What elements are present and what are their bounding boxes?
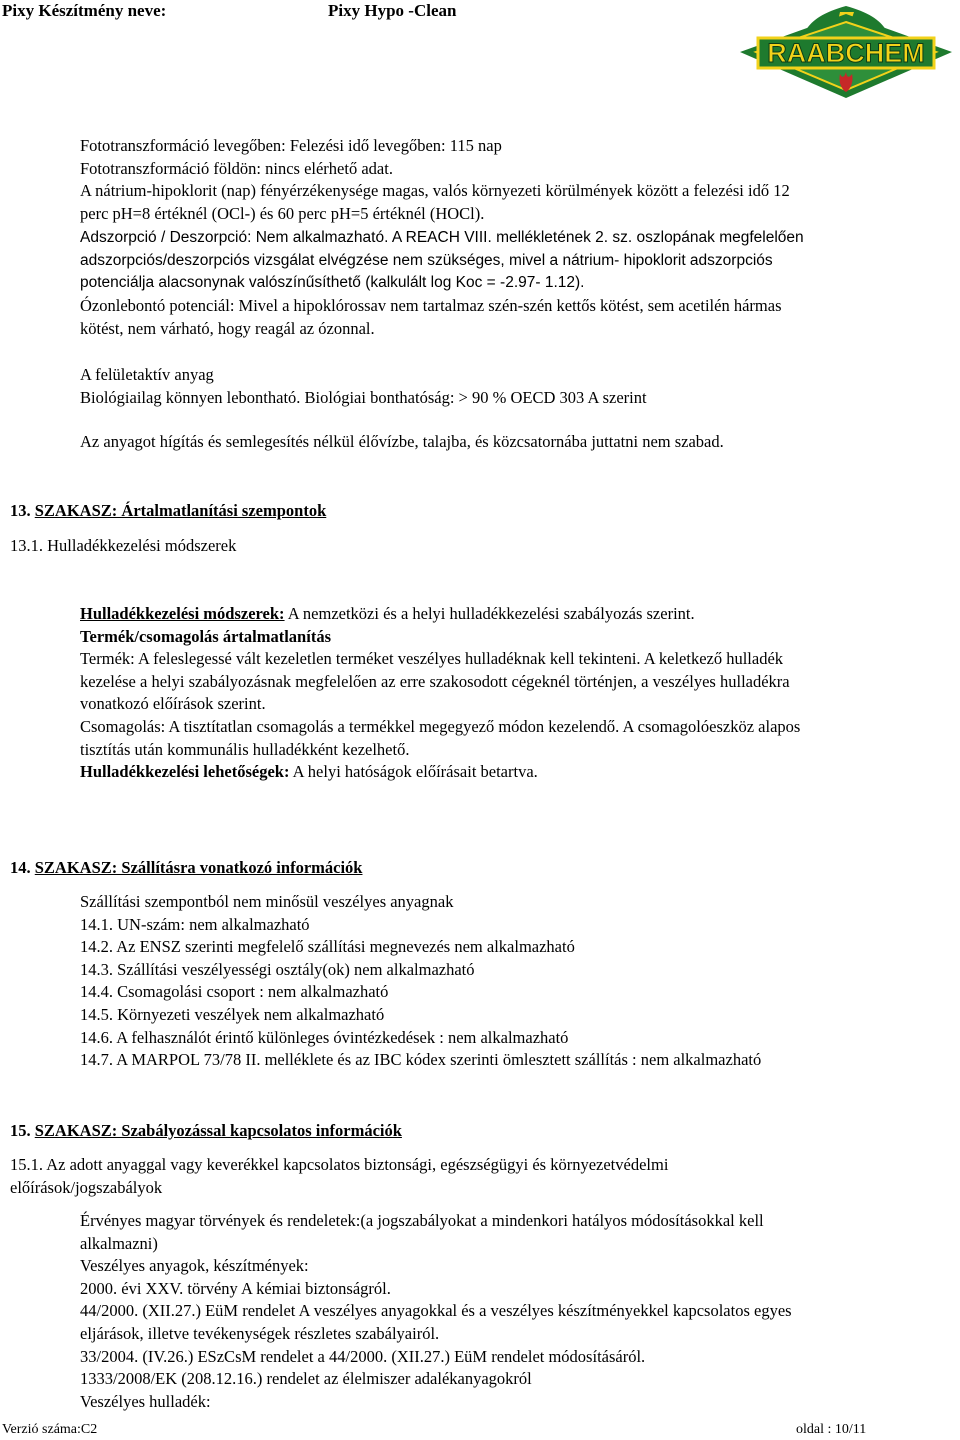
transport-intro: Szállítási szempontból nem minősül veszélyes anyagnak: [80, 892, 454, 911]
section-13-heading: 13. SZAKASZ: Ártalmatlanítási szempontok: [10, 501, 327, 520]
section-15-heading: 15. SZAKASZ: Szabályozással kapcsolatos információk: [10, 1121, 402, 1140]
regulation-line: Érvényes magyar törvények és rendeletek:(a jogszabályokat a mindenkori hatályos módosításokkal kell: [80, 1211, 764, 1230]
hypochlorite-line-1: A nátrium-hipoklorit (nap) fényérzékenysége magas, valós környezeti körülmények között a felezési idő 12: [80, 181, 790, 201]
adsorption-line-1: Adszorpció / Deszorpció: Nem alkalmazható. A REACH VIII. mellékletének 2. sz. oszlopának megfelelően: [80, 229, 804, 246]
regulation-line: alkalmazni): [80, 1233, 158, 1253]
transport-item: 14.4. Csomagolási csoport : nem alkalmazható: [80, 982, 389, 1002]
product-line-1: Termék: A feleslegessé vált kezeletlen terméket veszélyes hulladéknak kell tekinteni. A keletkező hulladék: [80, 649, 784, 669]
surfactant-title: A felületaktív anyag: [80, 365, 214, 384]
product-packaging-title: Termék/csomagolás ártalmatlanítás: [80, 626, 331, 646]
adsorption-line-3: potenciálja alacsonynak valószínűsíthető (kalkulált log Koc = -2.97- 1.12).: [80, 274, 585, 292]
page-number: oldal : 10/11: [796, 1422, 867, 1437]
header-product-label: Pixy Készítmény neve:: [2, 1, 167, 20]
transport-item: 14.5. Környezeti veszélyek nem alkalmazható: [80, 1004, 385, 1024]
discharge-warning: Az anyagot hígítás és semlegesítés nélkül élővízbe, talajba, és közcsatornába juttatni nem szabad.: [80, 432, 724, 451]
logo-text: RAABCHEM: [767, 38, 925, 68]
section-15-1-line-1: 15.1. Az adott anyaggal vagy keverékkel kapcsolatos biztonsági, egészségügyi és környezetvédelmi: [10, 1155, 669, 1174]
ozone-line-2: kötést, nem várható, hogy reagál az ózonnal.: [80, 318, 375, 338]
surfactant-line: Biológiailag könnyen lebontható. Biológiai bonthatóság: > 90 % OECD 303 A szerint: [80, 387, 647, 407]
adsorption-line-2: adszorpciós/deszorpciós vizsgálat elvégzése nem szükséges, mivel a nátrium- hipoklorit adszorpciós: [80, 251, 773, 269]
regulation-line: 1333/2008/EK (208.12.16.) rendelet az élelmiszer adalékanyagokról: [80, 1369, 532, 1389]
regulation-line: 44/2000. (XII.27.) EüM rendelet A veszélyes anyagokkal és a veszélyes készítményekkel kapcsolatos egyes: [80, 1301, 792, 1321]
product-line-3: vonatkozó előírások szerint.: [80, 694, 266, 714]
section-13-1-heading: 13.1. Hulladékkezelési módszerek: [10, 536, 237, 555]
transport-item: 14.7. A MARPOL 73/78 II. melléklete és az IBC kódex szerinti ömlesztett szállítás : nem alkalmazható: [80, 1050, 762, 1070]
regulation-line: 2000. évi XXV. törvény A kémiai biztonságról.: [80, 1278, 391, 1298]
packaging-line-2: tisztítás után kommunális hulladékként kezelhető.: [80, 739, 410, 759]
regulation-line: Veszélyes anyagok, készítmények:: [80, 1256, 309, 1276]
regulation-line: eljárások, illetve tevékenységek részletes szabályairól.: [80, 1323, 440, 1343]
version-number: Verzió száma:C2: [2, 1422, 98, 1437]
photo-soil-line: Fototranszformáció földön: nincs elérhető adat.: [80, 158, 393, 178]
transport-item: 14.1. UN-szám: nem alkalmazható: [80, 914, 310, 934]
waste-methods-line: Hulladékkezelési módszerek: A nemzetközi és a helyi hulladékkezelési szabályozás szerint.: [80, 604, 695, 623]
section-14-heading: 14. SZAKASZ: Szállításra vonatkozó információk: [10, 858, 363, 877]
transport-item: 14.3. Szállítási veszélyességi osztály(ok) nem alkalmazható: [80, 959, 475, 979]
transport-item: 14.6. A felhasználót érintő különleges óvintézkedések : nem alkalmazható: [80, 1027, 569, 1047]
photo-air-line: Fototranszformáció levegőben: Felezési idő levegőben: 115 nap: [80, 136, 502, 155]
header-product-name: Pixy Hypo -Clean: [328, 1, 457, 20]
transport-item: 14.2. Az ENSZ szerinti megfelelő szállítási megnevezés nem alkalmazható: [80, 937, 575, 957]
regulation-line: Veszélyes hulladék:: [80, 1391, 211, 1411]
product-line-2: kezelése a helyi szabályozásnak megfelelően az erre szakosodott cégeknél történjen, a veszélyes hulladékra: [80, 671, 790, 691]
waste-options-line: Hulladékkezelési lehetőségek: A helyi hatóságok előírásait betartva.: [80, 762, 538, 782]
regulation-line: 33/2004. (IV.26.) ESzCsM rendelet a 44/2000. (XII.27.) EüM rendelet módosításáról.: [80, 1346, 646, 1366]
hypochlorite-line-2: perc pH=8 értéknél (OCl-) és 60 perc pH=5 értéknél (HOCl).: [80, 203, 485, 223]
ozone-line-1: Ózonlebontó potenciál: Mivel a hipoklórossav nem tartalmaz szén-szén kettős kötést, sem acetilén hármas: [80, 296, 782, 315]
section-15-1-line-2: előírások/jogszabályok: [10, 1177, 163, 1197]
packaging-line-1: Csomagolás: A tisztítatlan csomagolás a termékkel megegyező módon kezelendő. A csomagolóeszköz alapos: [80, 716, 801, 736]
raabchem-logo: [736, 4, 956, 100]
